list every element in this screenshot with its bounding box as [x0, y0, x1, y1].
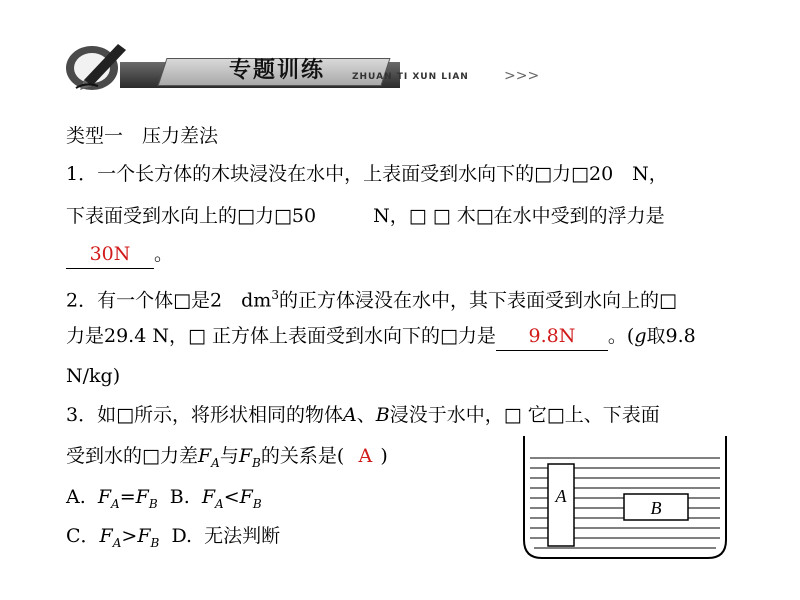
q2-line1-post: 的正方体浸没在水中，其下表面受到水向上的□ — [278, 289, 677, 312]
q1-answer: 30N — [89, 243, 131, 265]
block-b-label: B — [650, 498, 662, 518]
q3-opt-b-B: B — [252, 496, 262, 511]
section-heading: 类型一 压力差法 — [66, 125, 219, 147]
q2-line2 — [66, 322, 696, 351]
q3-opt-a-rel: = — [119, 486, 136, 508]
section-banner — [62, 36, 540, 94]
q3-opt-a-F2: F — [135, 486, 149, 508]
q3-line2 — [66, 442, 388, 477]
q3-opt-b-F1: F — [201, 486, 216, 508]
q3-opt-c-label: C． — [66, 525, 100, 547]
q3-opt-c-F2: F — [137, 525, 151, 547]
q3-close: ) — [380, 445, 388, 467]
q3-opt-a-B: B — [148, 496, 158, 511]
q3-opt-a-F1: F — [97, 486, 112, 508]
q1-tail: 。 — [154, 243, 174, 265]
q3-line2-post: 的关系是( — [260, 445, 345, 467]
q2-line1-sup: 3 — [271, 288, 279, 302]
q3-F2: F — [238, 445, 253, 467]
q1-line1: 1．一个长方体的木块浸没在水中，上表面受到水向下的□力□20 N， — [66, 163, 668, 185]
q3-opt-b-label: B. — [169, 486, 190, 508]
q2-g: g — [634, 325, 647, 347]
q3-sep: 、 — [356, 404, 376, 426]
q3-line1 — [66, 401, 660, 429]
q3-line1-post: 浸没于水中，□ 它□上、下表面 — [389, 404, 660, 426]
q2-line2-pre: 力是29.4 N，□ 正方体上表面受到水向下的□力是 — [66, 325, 496, 347]
q3-F1: F — [197, 445, 212, 467]
q2-answer: 9.8N — [528, 325, 576, 347]
q1-line2: 下表面受到水向上的□力□50 N，□ □ 木□在水中受到的浮力是 — [66, 205, 665, 227]
q3-opt-d-text: 无法判断 — [204, 525, 281, 547]
q3-sub-B1: B — [252, 455, 261, 470]
q3-options-ab — [66, 483, 262, 518]
q1-answer-blank — [66, 240, 154, 269]
q3-opt-b-rel: < — [223, 486, 240, 508]
q3-and: 与 — [219, 445, 239, 467]
q3-opt-a-label: A. — [66, 486, 86, 508]
q3-sub-A1: A — [211, 455, 220, 470]
q2-line1-pre: 2．有一个体□是2 dm — [66, 289, 272, 312]
q3-opt-b-A: A — [215, 496, 224, 511]
q3-opt-a-A: A — [111, 496, 120, 511]
q3-A: A — [343, 404, 357, 426]
q3-line1-pre: 3．如□所示，将形状相同的物体 — [66, 404, 344, 426]
q2-line3: N/kg) — [66, 365, 121, 387]
q3-opt-c-A: A — [112, 535, 122, 550]
q3-line2-pre: 受到水的□力差 — [66, 445, 198, 467]
q3-opt-d-label: D. — [171, 525, 193, 547]
q3-options-cd — [66, 522, 280, 557]
q1-answer-line — [66, 240, 173, 269]
banner-title: 专题训练 — [228, 58, 325, 83]
q3-opt-c-B: B — [150, 535, 160, 550]
block-a-label: A — [555, 486, 567, 506]
q2-post-a: 。( — [607, 325, 635, 347]
q2-answer-blank — [496, 322, 608, 351]
water-container-diagram — [520, 432, 730, 562]
q3-opt-c-rel: > — [121, 525, 138, 547]
q3-B: B — [375, 404, 390, 426]
banner-arrows: >>> — [504, 68, 540, 84]
q3-opt-b-F2: F — [239, 486, 253, 508]
q2-line1 — [66, 281, 677, 314]
q3-answer: A — [358, 445, 373, 467]
banner-pinyin: ZHUAN TI XUN LIAN — [352, 72, 469, 82]
q3-opt-c-F1: F — [99, 525, 113, 547]
q2-post-b: 取9.8 — [646, 325, 696, 347]
